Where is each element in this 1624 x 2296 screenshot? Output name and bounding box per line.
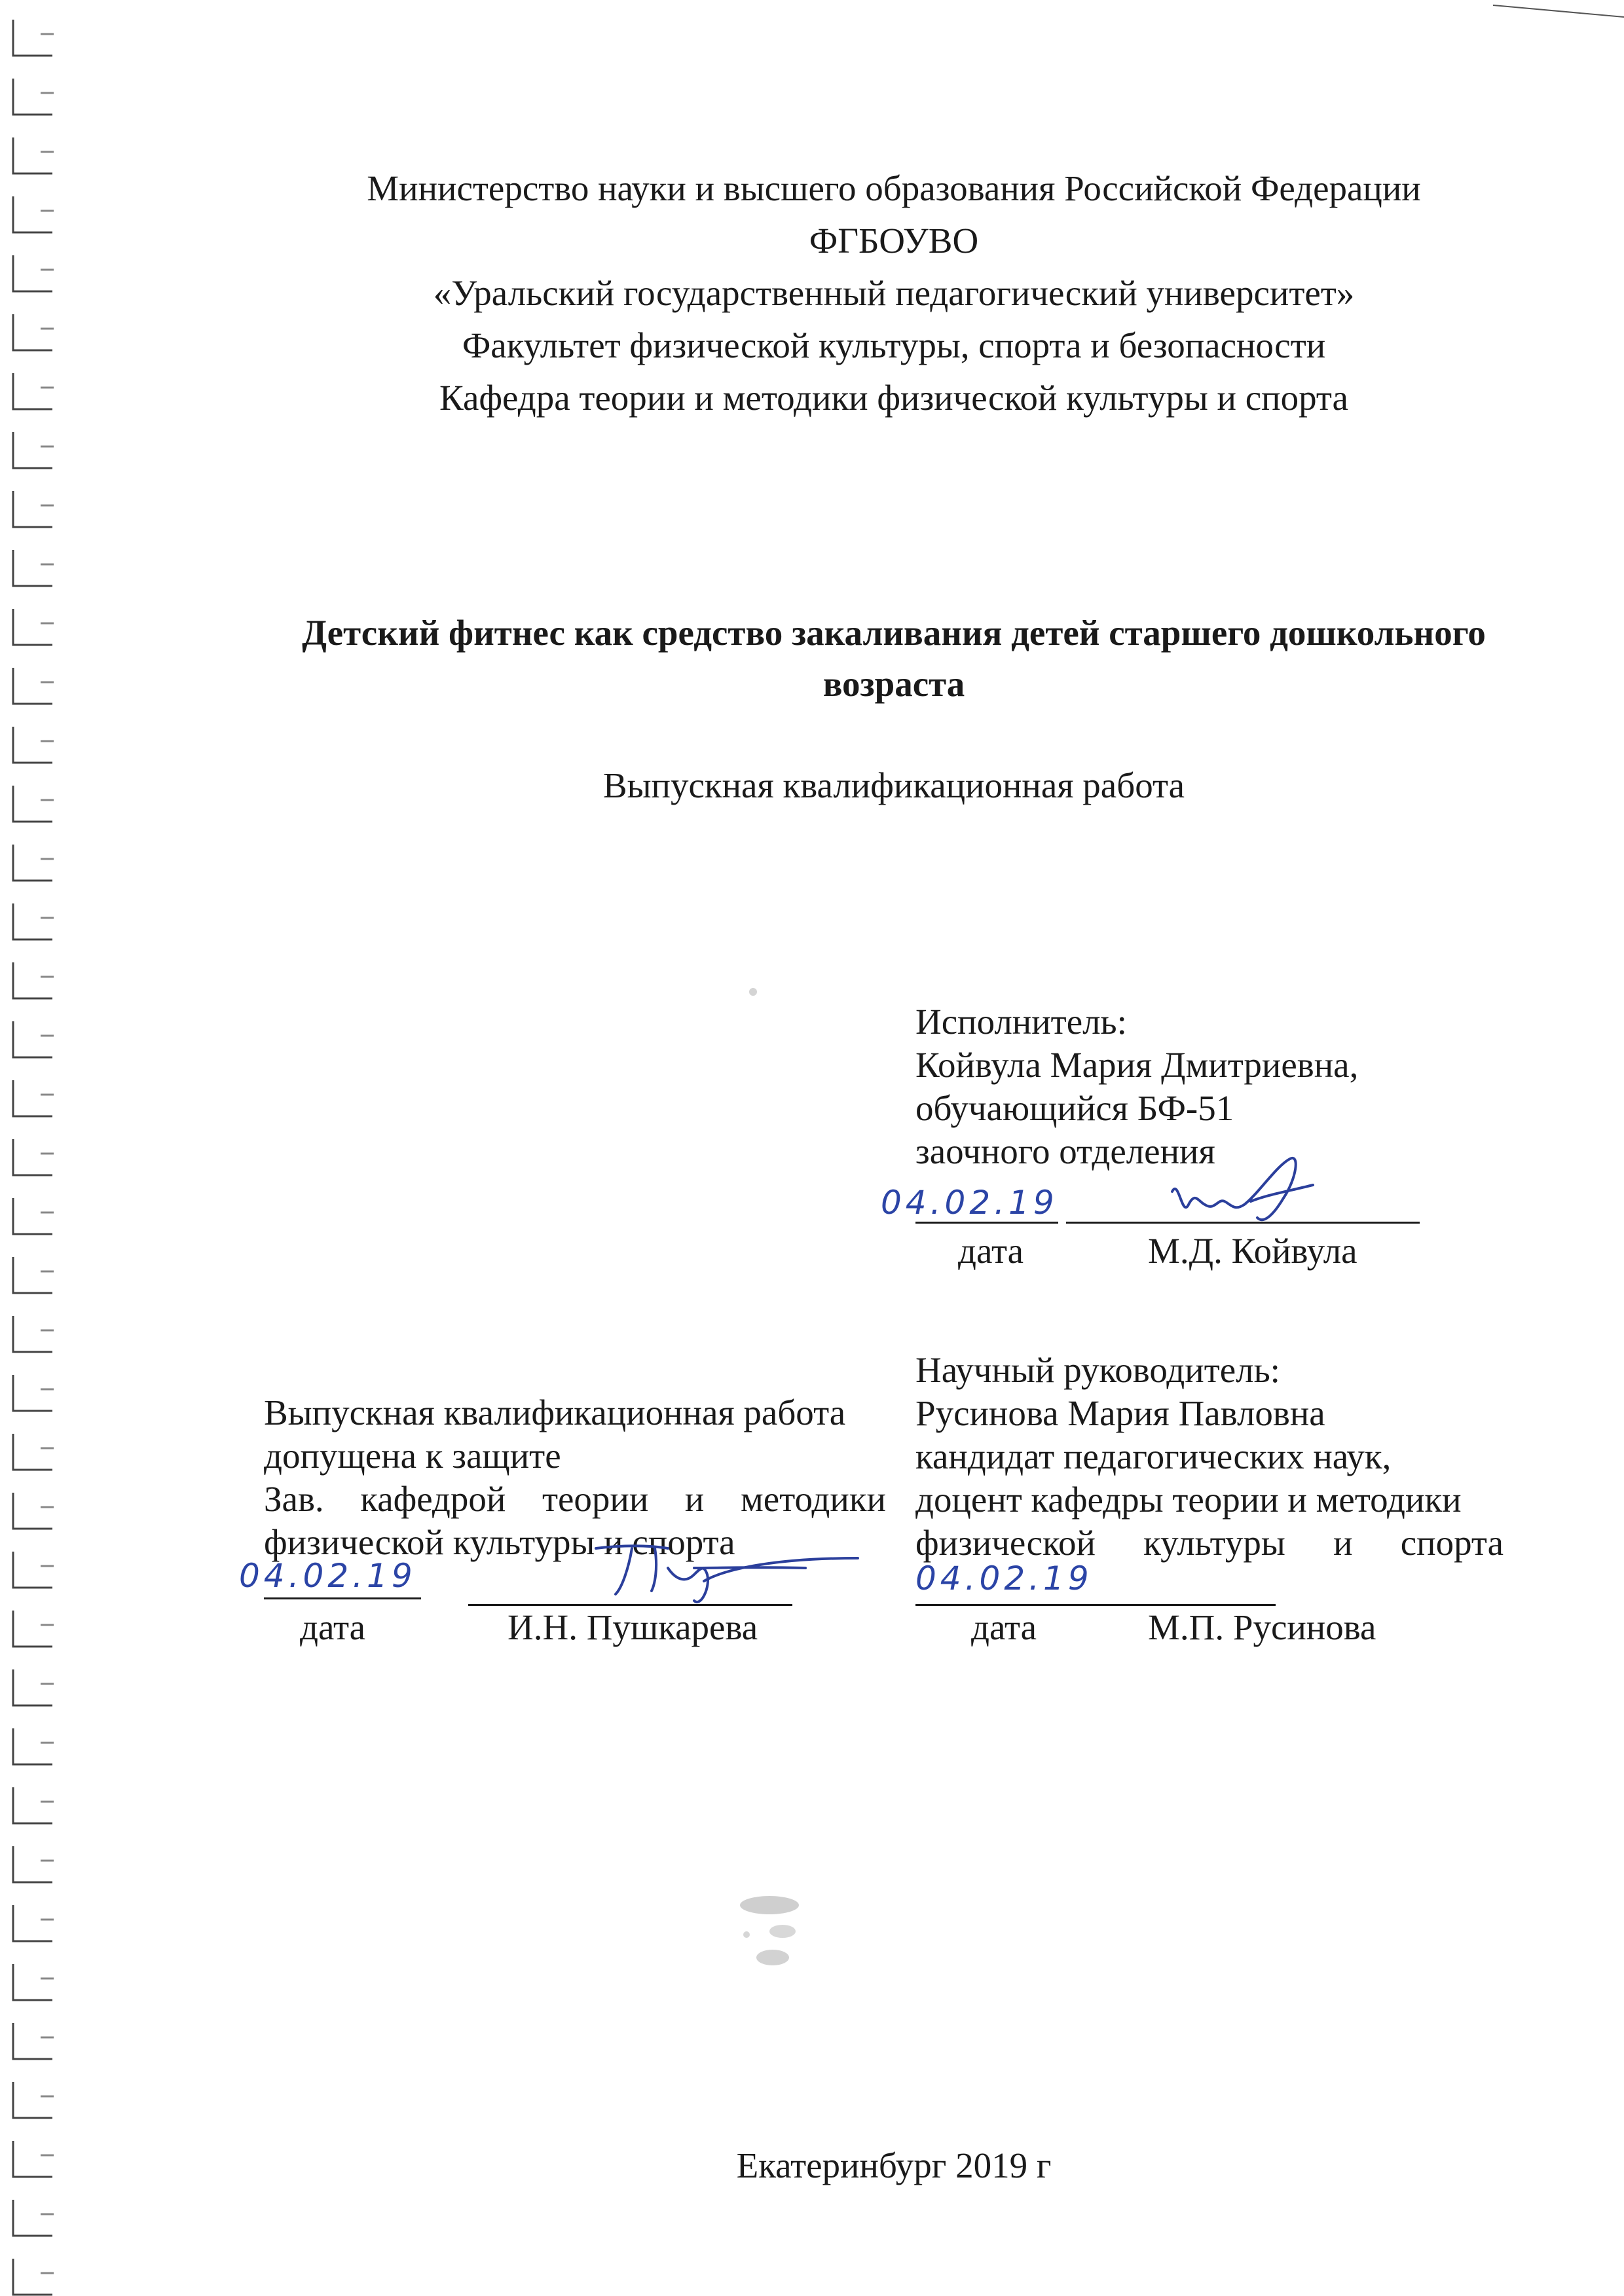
admission-date-caption: дата: [300, 1607, 366, 1647]
thesis-title-line2: возраста: [822, 664, 965, 704]
thesis-title-line1: Детский фитнес как средство закаливания детей старшего дошкольного: [302, 613, 1486, 653]
supervisor-block: [915, 1349, 1504, 1565]
admission-date-line: [264, 1597, 421, 1599]
binding-marks: [0, 0, 72, 2296]
supervisor-position1: доцент кафедры теории и методики: [915, 1480, 1462, 1520]
supervisor-label: Научный руководитель:: [915, 1350, 1280, 1390]
executor-group: обучающийся БФ-51: [915, 1088, 1234, 1128]
thesis-title: [216, 608, 1572, 710]
work-type: Выпускная квалификационная работа: [602, 765, 1185, 805]
admission-line3: Зав. кафедрой теории и методики: [264, 1479, 886, 1519]
executor-label: Исполнитель:: [915, 1002, 1127, 1042]
faculty-name: Факультет физической культуры, спорта и безопасности: [462, 325, 1326, 365]
supervisor-date-caption: дата: [971, 1607, 1037, 1647]
department-name: Кафедра теории и методики физической культуры и спорта: [439, 378, 1348, 418]
ink-smudge: [720, 1886, 825, 1977]
admission-signature-name: И.Н. Пушкарева: [507, 1607, 758, 1647]
executor-signature-name: М.Д. Койвула: [1148, 1231, 1357, 1271]
executor-date-line: [915, 1222, 1058, 1224]
admission-line4: физической культуры и спорта: [264, 1522, 735, 1562]
university-name: «Уральский государственный педагогический университет»: [433, 273, 1355, 313]
city-year: Екатеринбург 2019 г: [736, 2145, 1052, 2185]
executor-name: Койвула Мария Дмитриевна,: [915, 1045, 1359, 1085]
executor-date-caption: дата: [958, 1231, 1024, 1271]
page-edge-line: [1493, 0, 1624, 26]
supervisor-date-handwritten: 04.02.19: [915, 1559, 1093, 1597]
admission-line1: Выпускная квалификационная работа: [264, 1393, 846, 1432]
supervisor-position2: физической культуры и спорта: [915, 1523, 1504, 1563]
supervisor-signature-name: М.П. Русинова: [1148, 1607, 1376, 1647]
institution-header: [216, 162, 1572, 424]
supervisor-degree: кандидат педагогических наук,: [915, 1436, 1392, 1476]
executor-date-handwritten: 04.02.19: [881, 1184, 1058, 1222]
institution-abbr: ФГБОУВО: [809, 221, 979, 261]
ministry-line: Министерство науки и высшего образования Российской Федерации: [367, 168, 1421, 208]
executor-department: заочного отделения: [915, 1131, 1215, 1171]
admission-signature: [570, 1529, 871, 1614]
admission-date-handwritten: 04.02.19: [239, 1557, 416, 1595]
admission-line2: допущена к защите: [264, 1436, 561, 1476]
dust-spot: [743, 982, 763, 1002]
executor-signature: [1153, 1139, 1323, 1237]
supervisor-name: Русинова Мария Павловна: [915, 1393, 1325, 1433]
